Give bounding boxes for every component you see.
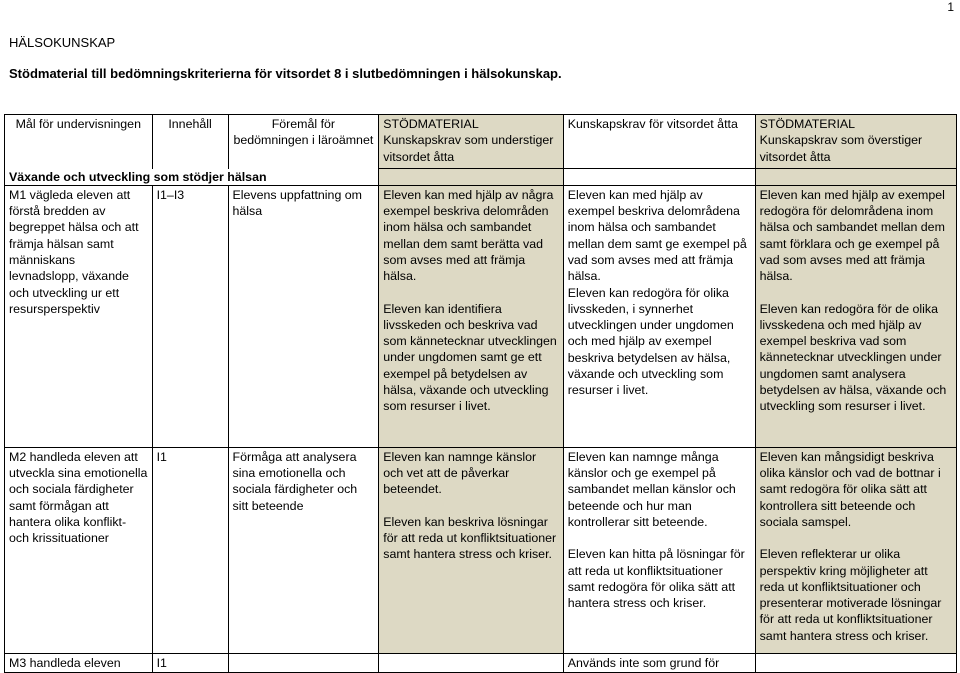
below-paragraph: Eleven kan med hjälp av några exempel beskriva delområden inom hälsa och sambandet mellan dem samt berätta vad som avses med att främja hälsa. xyxy=(383,187,554,284)
section-row xyxy=(5,169,957,186)
below-paragraph: Eleven kan beskriva lösningar för att reda ut konfliktsituationer samt hantera stress och kriser. xyxy=(383,514,557,562)
header-goal xyxy=(5,115,153,169)
eight-cell xyxy=(563,185,755,447)
goal-cell: M1 vägleda eleven att förstå bredden av begreppet hälsa och att främja hälsan samt människans levnadslopp, växande och utveckling ur ett resursperspektiv xyxy=(5,185,153,447)
above-cell xyxy=(755,447,956,653)
section-title: Växande och utveckling som stödjer hälsan xyxy=(5,169,379,186)
header-below xyxy=(379,115,563,169)
header-content xyxy=(152,115,228,169)
section-eight-cell xyxy=(563,169,755,186)
above-cell xyxy=(755,653,956,672)
object-cell: Elevens uppfattning om hälsa xyxy=(228,185,379,447)
content-cell: I1–I3 xyxy=(152,185,228,447)
header-object-text: Föremål för bedömningen i läroämnet xyxy=(233,117,374,148)
header-above xyxy=(755,115,956,169)
header-below-text: STÖDMATERIAL Kunskapskrav som understiger vitsordet åtta xyxy=(383,117,554,164)
table-row xyxy=(5,185,957,447)
document-subtitle: Stödmaterial till bedömningskriterierna för vitsordet 8 i slutbedömningen i hälsokunskap. xyxy=(9,66,562,81)
section-below-cell xyxy=(379,169,563,186)
below-cell xyxy=(379,447,563,653)
content-cell: I1 xyxy=(152,447,228,653)
above-paragraph: Eleven kan med hjälp av exempel redogöra för delområdena inom hälsa och sambandet mellan dem samt förklara och ge exempel på vad som avses med att främja hälsa. xyxy=(759,187,945,284)
subject-title: HÄLSOKUNSKAP xyxy=(9,35,116,50)
section-above-cell xyxy=(755,169,956,186)
header-content-text: Innehåll xyxy=(168,117,212,131)
below-cell xyxy=(379,653,563,672)
above-paragraph: Eleven kan redogöra för de olika livsskedena och med hjälp av exempel beskriva vad som kännetecknar utvecklingen under ungdomen samt analysera betydelsen av hälsa, växande och utveckling som resurser i livet. xyxy=(759,301,947,414)
below-cell xyxy=(379,185,563,447)
below-paragraph: Eleven kan namnge känslor och vet att de påverkar beteendet. xyxy=(383,449,537,497)
table-header-row xyxy=(5,115,957,169)
eight-cell: Används inte som grund för xyxy=(563,653,755,672)
eight-paragraph: Eleven kan hitta på lösningar för att reda ut konfliktsituationer samt redogöra för olika sätt att hantera stress och kriser. xyxy=(567,547,745,611)
table-row xyxy=(5,653,957,672)
header-goal-text: Mål för undervisningen xyxy=(15,117,141,131)
goal-cell: M2 handleda eleven att utveckla sina emotionella och sociala färdigheter samt förmågan att hantera olika konflikt- och krissituationer xyxy=(5,447,153,653)
header-object xyxy=(228,115,379,169)
header-eight-text: Kunskapskrav för vitsordet åtta xyxy=(567,117,738,131)
above-paragraph: Eleven kan mångsidigt beskriva olika känslor och vad de bottnar i samt redogöra för olika sätt att kontrollera sitt beteende och sociala samspel. xyxy=(759,449,941,529)
eight-cell xyxy=(563,447,755,653)
object-cell: Förmåga att analysera sina emotionella och sociala färdigheter och sitt beteende xyxy=(228,447,379,653)
header-eight xyxy=(563,115,755,169)
above-cell xyxy=(755,185,956,447)
page-number: 1 xyxy=(947,0,954,14)
goal-cell: M3 handleda eleven xyxy=(5,653,153,672)
content-cell: I1 xyxy=(152,653,228,672)
object-cell xyxy=(228,653,379,672)
eight-paragraph: Eleven kan redogöra för olika livsskeden, i synnerhet utvecklingen under ungdomen och med hjälp av exempel beskriva betydelsen av hälsa, växande och utveckling som resurser i livet. xyxy=(567,285,734,398)
below-paragraph: Eleven kan identifiera livsskeden och beskriva vad som kännetecknar utvecklingen under ungdomen samt ge ett exempel på betydelsen av hälsa, växande och utveckling som resurser i livet. xyxy=(383,301,557,414)
table-row xyxy=(5,447,957,653)
eight-paragraph: Eleven kan med hjälp av exempel beskriva delområdena inom hälsa och sambandet mellan dem samt ge exempel på vad som avses med att främja hälsa. xyxy=(567,187,747,284)
eight-paragraph: Eleven kan namnge många känslor och ge exempel på sambandet mellan känslor och beteende och hur man kontrollerar sitt beteende. xyxy=(567,449,736,529)
above-paragraph: Eleven reflekterar ur olika perspektiv kring möjligheter att reda ut konfliktsituationer och presenterar motiverade lösningar för att reda ut konfliktsituationer samt hantera stress och kriser. xyxy=(759,547,942,643)
assessment-criteria-table xyxy=(4,114,957,673)
header-above-text: STÖDMATERIAL Kunskapskrav som överstiger vitsordet åtta xyxy=(759,117,923,164)
